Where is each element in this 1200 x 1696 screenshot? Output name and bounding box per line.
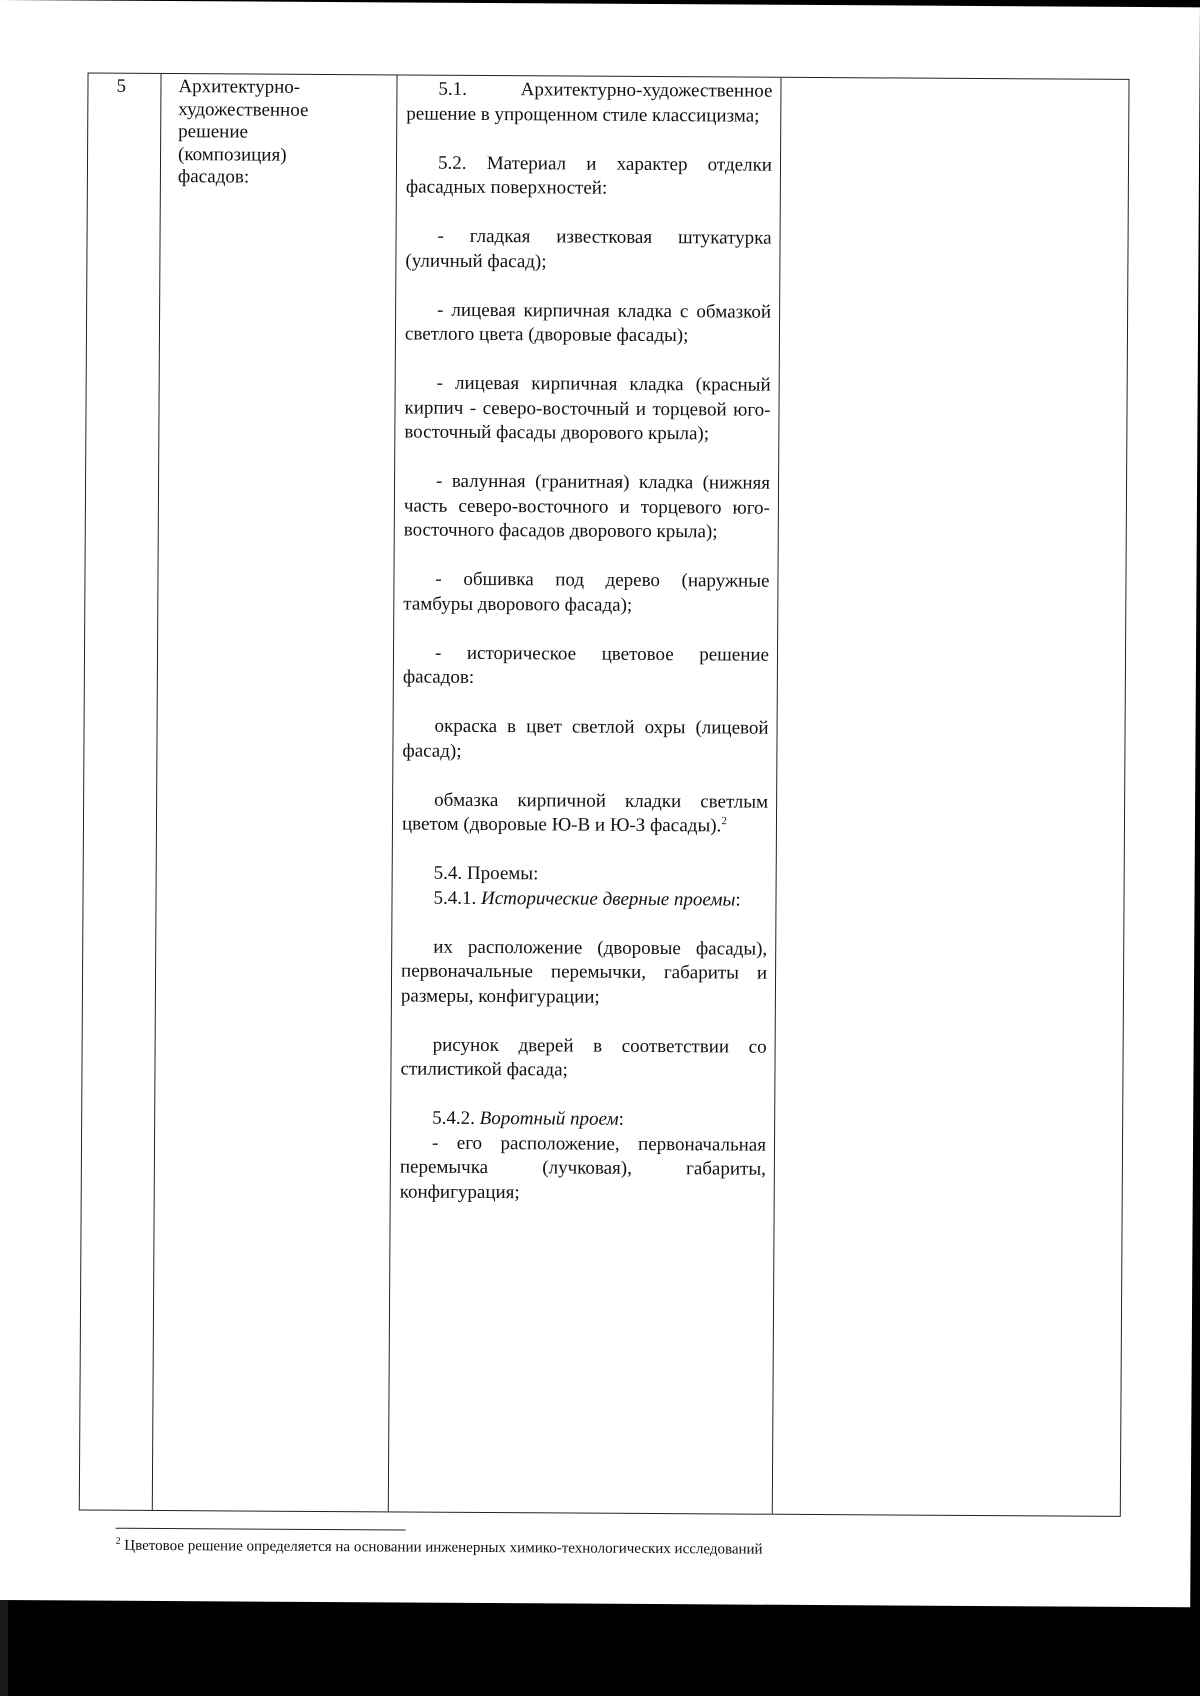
description-paragraph [404,371,770,447]
description-paragraph [402,861,768,888]
description-paragraph [405,224,771,275]
description-paragraph [402,714,768,765]
paragraph-text: - лицевая кирпичная кладка с обмазкой светлого цвета (дворовые фасады); [404,299,772,347]
paragraph-text: - историческое цветовое решение фасадов: [402,642,770,688]
paragraph-text: окраска в цвет светлой охры (лицевой фасад); [402,715,769,762]
paragraph-text: 5.1. Архитектурно-художественное решение в упрощенном стиле классицизма; [406,78,773,127]
clause-suffix: : [618,1108,624,1130]
paragraph-text: 5.2. Материал и характер отделки фасадных поверхностей: [405,152,773,199]
paragraph-text: 5.4. Проемы: [433,862,539,885]
footnote-text: Цветовое решение определяется на основании инженерных химико-технологических исследований [124,1537,763,1558]
item-name: Архитектурно- художественное решение (композиция) фасадов: [177,76,309,188]
footnote-rule [116,1528,406,1531]
description-paragraph [402,788,768,839]
description-paragraph [403,567,769,618]
table-divider [152,74,162,1510]
paragraph-text: - гладкая известковая штукатурка (уличный фасад); [405,225,772,272]
table-divider [772,78,782,1514]
description-paragraph [400,1106,766,1133]
footnote [116,1537,763,1559]
table-divider [388,75,398,1511]
clause-title: Воротный проем [479,1107,619,1130]
description-paragraph [404,469,770,545]
description-paragraph [403,641,769,692]
clause-number: 5.4.2. [432,1107,475,1129]
clause-title: Исторические дверные проемы [480,887,736,911]
clause-number: 5.4.1. [433,887,477,909]
description-paragraph [400,1131,766,1207]
description-paragraph [400,1033,766,1084]
paragraph-text: их расположение (дворовые фасады), первоначальные перемычки, габариты и размеры, конфигурации; [400,936,768,1008]
description-paragraph [405,298,771,349]
description-paragraph [401,935,767,1011]
footnote-reference: 2 [721,815,727,828]
clause-suffix: : [735,889,741,911]
paragraph-text: - его расположение, первоначальная перемычка (лучковая), габариты, конфигурация; [399,1132,767,1203]
paragraph-text: обмазка кирпичной кладки светлым цветом (дворовые Ю-В и Ю-З фасады). [401,789,769,837]
description-paragraph [406,151,772,202]
footnote-mark: 2 [115,1535,121,1547]
paragraph-text: - обшивка под дерево (наружные тамбуры дворового фасада); [403,568,770,616]
row-number: 5 [116,75,127,97]
paragraph-text: рисунок дверей в соответствии со стилистикой фасада; [400,1034,767,1081]
item-description [400,77,773,1206]
paragraph-text: - лицевая кирпичная кладка (красный кирпич - северо-восточный и торцевой юго-восточный фасады дворового крыла); [404,372,771,445]
requirements-table [79,73,1130,1517]
paragraph-text: - валунная (гранитная) кладка (нижняя часть северо-восточного и торцевого юго-восточного фасадов дворового крыла); [403,470,771,543]
description-paragraph [401,886,767,913]
description-paragraph [406,77,772,128]
